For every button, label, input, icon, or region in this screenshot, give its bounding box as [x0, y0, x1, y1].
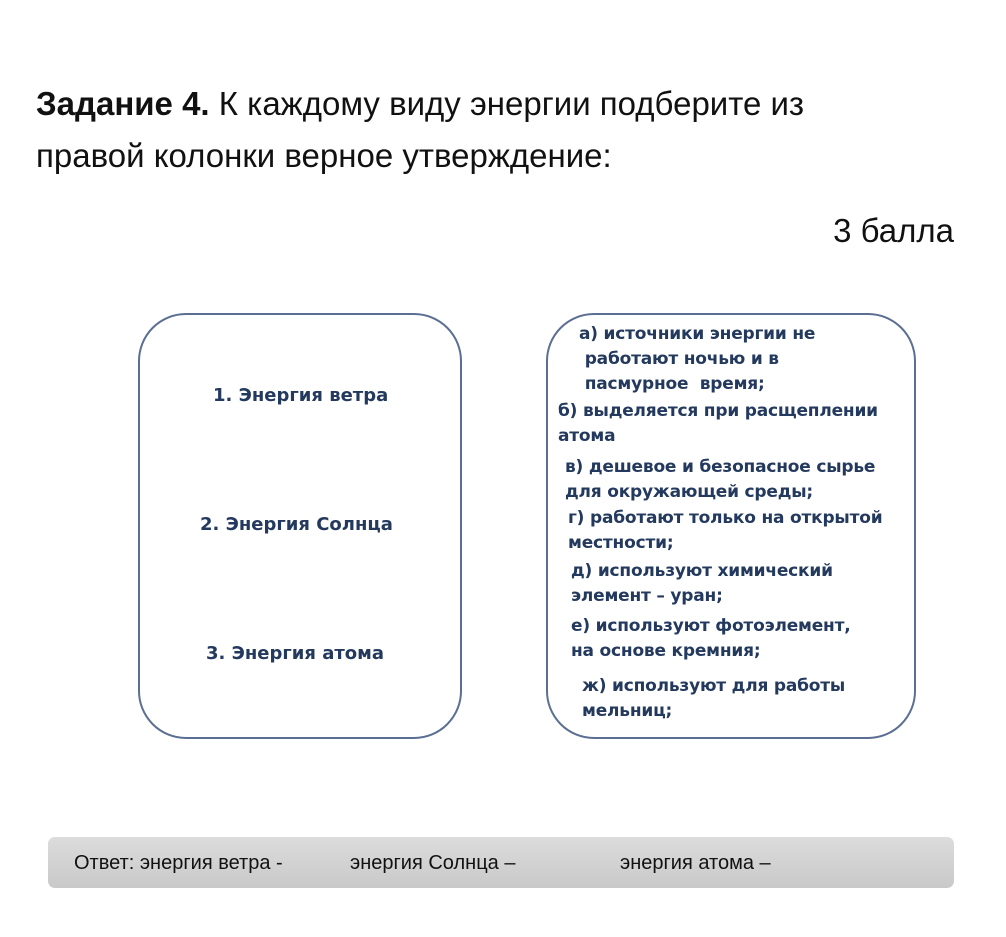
statement-b: б) выделяется при расщеплении атома	[558, 401, 878, 446]
answer-sun: энергия Солнца –	[350, 852, 516, 874]
energy-type-atom: 3. Энергия атома	[206, 643, 385, 664]
statement-a: а) источники энергии не работают ночью и в пасмурное время;	[579, 324, 816, 394]
answer-bar	[48, 837, 954, 888]
energy-type-sun: 2. Энергия Солнца	[200, 514, 393, 535]
task-number: Задание 4.	[36, 85, 210, 122]
statement-d: д) используют химический элемент – уран;	[571, 561, 833, 606]
task-text	[36, 78, 936, 182]
points-label: 3 балла	[833, 212, 954, 249]
answer-wind: Ответ: энергия ветра -	[74, 852, 283, 874]
task-line-1: К каждому виду энергии подберите из	[209, 85, 805, 122]
statement-g: г) работают только на открытой местности;	[568, 508, 883, 553]
energy-type-wind: 1. Энергия ветра	[213, 385, 389, 406]
statement-e: е) используют фотоэлемент, на основе кремния;	[571, 616, 851, 661]
statement-v: в) дешевое и безопасное сырье для окружающей среды;	[565, 457, 876, 502]
answer-atom: энергия атома –	[620, 852, 771, 874]
statement-zh: ж) используют для работы мельниц;	[582, 676, 846, 721]
task-line-2: правой колонки верное утверждение:	[36, 137, 612, 174]
